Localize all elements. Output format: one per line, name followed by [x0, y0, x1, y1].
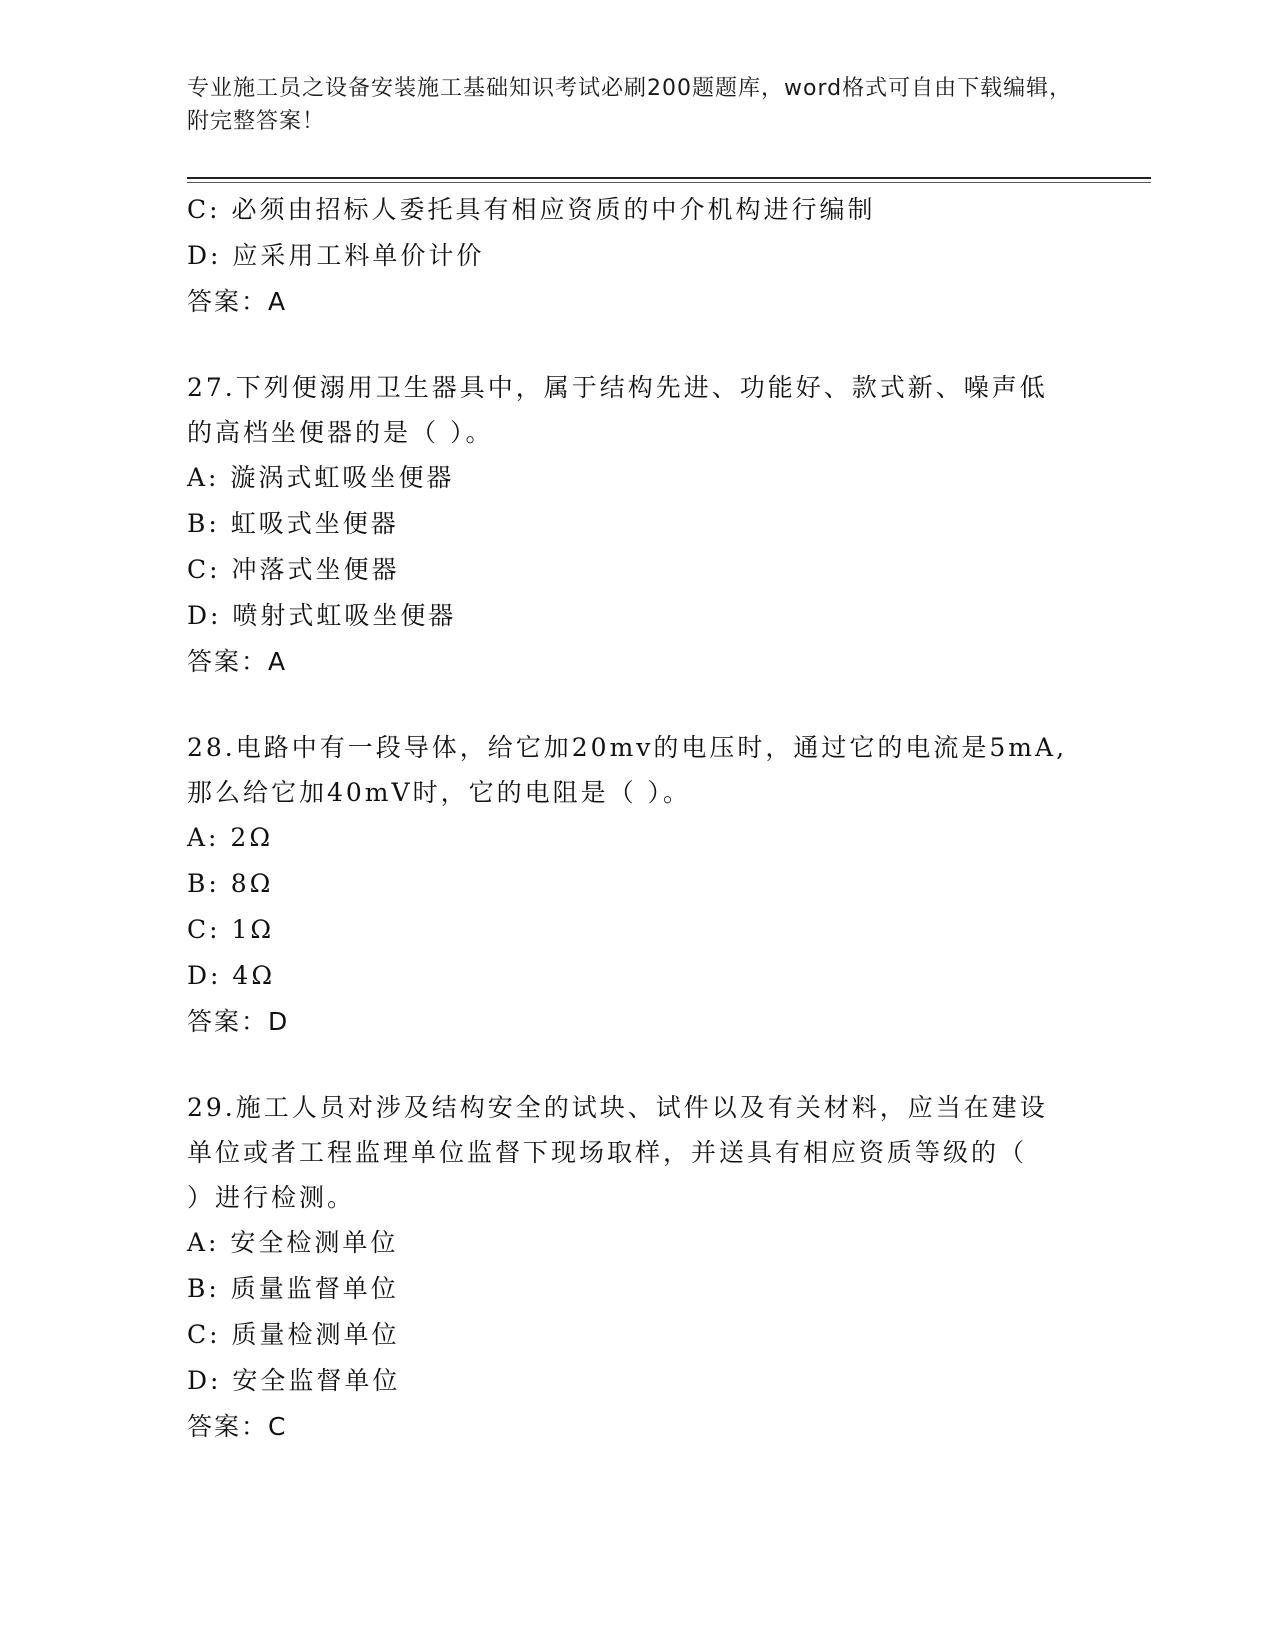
- document-body: [187, 187, 1087, 1450]
- option-d: D: 喷射式虹吸坐便器: [187, 601, 457, 630]
- option-c: C: 冲落式坐便器: [187, 555, 400, 584]
- option-c: C: 质量检测单位: [187, 1320, 400, 1349]
- option-b: B: 虹吸式坐便器: [187, 509, 399, 538]
- previous-question-tail: [187, 187, 1087, 325]
- question-stem-line: 29.施工人员对涉及结构安全的试块、试件以及有关材料，应当在建设: [187, 1093, 1048, 1122]
- option-d: D: 4Ω: [187, 961, 276, 990]
- option-c: C: 必须由招标人委托具有相应资质的中介机构进行编制: [187, 195, 876, 224]
- answer-line: 答案：A: [187, 647, 288, 676]
- option-a: A: 漩涡式虹吸坐便器: [187, 463, 455, 492]
- question-28: [187, 725, 1087, 1045]
- document-header: 专业施工员之设备安装施工基础知识考试必刷200题题库，word格式可自由下载编辑，附完整答案！: [187, 76, 1073, 134]
- question-29: [187, 1085, 1087, 1450]
- header-rule-thin: [187, 182, 1151, 183]
- question-stem-line: 27.下列便溺用卫生器具中，属于结构先进、功能好、款式新、噪声低: [187, 373, 1048, 402]
- answer-line: 答案：C: [187, 1412, 288, 1441]
- answer-line: 答案：D: [187, 1007, 290, 1036]
- question-stem-line: 28.电路中有一段导体，给它加20mv的电压时，通过它的电流是5mA,: [187, 733, 1068, 762]
- option-b: B: 质量监督单位: [187, 1274, 399, 1303]
- question-stem-line: ）进行检测。: [187, 1183, 356, 1212]
- option-d: D: 应采用工料单价计价: [187, 241, 485, 270]
- option-c: C: 1Ω: [187, 915, 275, 944]
- option-a: A: 安全检测单位: [187, 1228, 399, 1257]
- header-rule-thick: [187, 177, 1151, 179]
- answer-line: 答案：A: [187, 287, 288, 316]
- option-a: A: 2Ω: [187, 823, 274, 852]
- option-d: D: 安全监督单位: [187, 1366, 401, 1395]
- question-stem-line: 单位或者工程监理单位监督下现场取样，并送具有相应资质等级的（: [187, 1138, 1028, 1167]
- question-stem-line: 那么给它加40mV时，它的电阻是（ ）。: [187, 778, 692, 807]
- question-stem-line: 的高档坐便器的是（ ）。: [187, 418, 494, 447]
- option-b: B: 8Ω: [187, 869, 274, 898]
- question-27: [187, 365, 1087, 685]
